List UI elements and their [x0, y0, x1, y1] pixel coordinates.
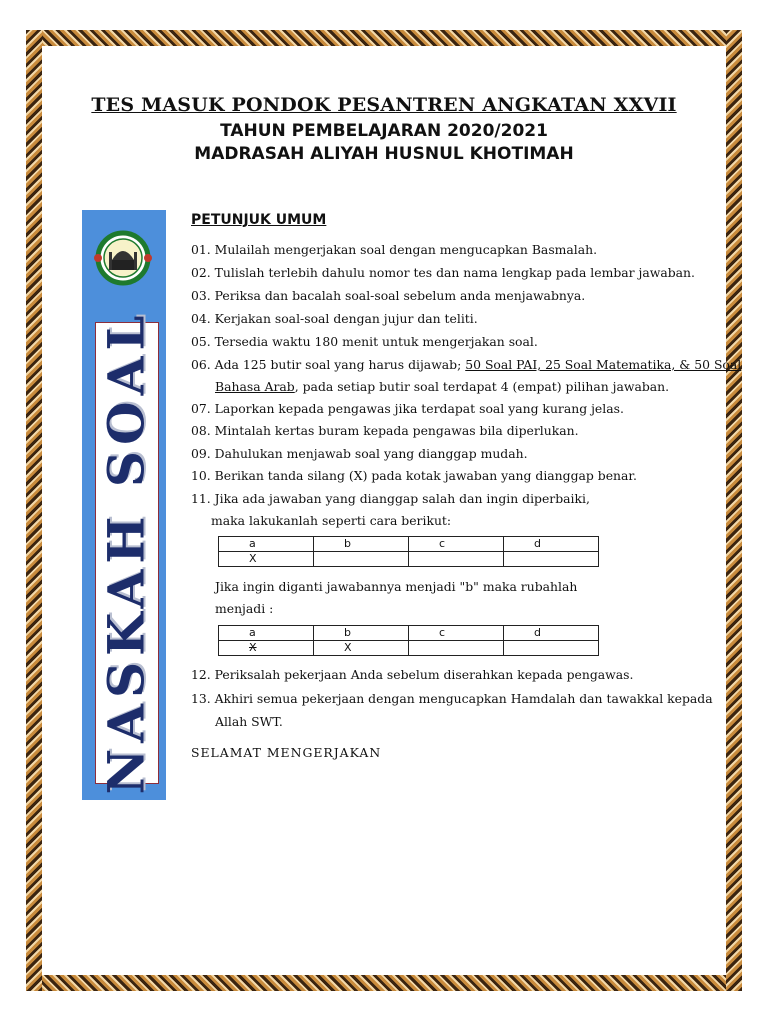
- answer-example-table-1: [218, 536, 599, 567]
- section-title: PETUNJUK UMUM: [191, 212, 327, 228]
- instruction-06: [191, 356, 741, 374]
- instruction-12: 12. Periksalah pekerjaan Anda sebelum diserahkan kepada pengawas.: [191, 667, 634, 682]
- instruction-06-prefix: 06. Ada 125 butir soal yang harus dijawab;: [191, 357, 466, 372]
- instruction-10: 10. Berikan tanda silang (X) pada kotak jawaban yang dianggap benar.: [191, 468, 637, 483]
- table-row: [219, 537, 599, 552]
- change-instruction-cont: menjadi :: [215, 601, 274, 616]
- table-cell-d: [504, 552, 599, 567]
- table-header-b: b: [314, 626, 409, 641]
- table-cell-c: [409, 641, 504, 656]
- instruction-11-cont: maka lakukanlah seperti cara berikut:: [211, 513, 452, 528]
- table-header-d: d: [504, 626, 599, 641]
- document-subtitle-school: MADRASAH ALIYAH HUSNUL KHOTIMAH: [194, 144, 574, 164]
- instruction-06-cont: [215, 378, 669, 396]
- instruction-08: 08. Mintalah kertas buram kepada pengawas bila diperlukan.: [191, 423, 579, 438]
- table-header-b: b: [314, 537, 409, 552]
- table-cell-a-crossed: X: [219, 641, 314, 656]
- instruction-03: 03. Periksa dan bacalah soal-soal sebelum anda menjawabnya.: [191, 288, 586, 303]
- instruction-04: 04. Kerjakan soal-soal dengan jujur dan teliti.: [191, 311, 478, 326]
- instruction-13: 13. Akhiri semua pekerjaan dengan mengucapkan Hamdalah dan tawakkal kepada: [191, 691, 713, 706]
- table-cell-b: [314, 552, 409, 567]
- table-header-c: c: [409, 537, 504, 552]
- table-cell-b: X: [314, 641, 409, 656]
- instruction-06-suffix: , pada setiap butir soal terdapat 4 (empat) pilihan jawaban.: [294, 379, 670, 394]
- table-row: [219, 626, 599, 641]
- decorative-border-right: [726, 30, 742, 991]
- instruction-13-cont: Allah SWT.: [215, 714, 283, 729]
- decorative-border-left: [26, 30, 42, 991]
- decorative-border-top: [26, 30, 742, 46]
- document-title: TES MASUK PONDOK PESANTREN ANGKATAN XXVII: [91, 94, 677, 116]
- instruction-01: 01. Mulailah mengerjakan soal dengan mengucapkan Basmalah.: [191, 242, 598, 257]
- answer-example-table-2: [218, 625, 599, 656]
- instruction-05: 05. Tersedia waktu 180 menit untuk mengerjakan soal.: [191, 334, 538, 349]
- table-header-c: c: [409, 626, 504, 641]
- school-logo-icon: [90, 230, 156, 286]
- table-cell-c: [409, 552, 504, 567]
- table-row: [219, 552, 599, 567]
- document-subtitle-year: TAHUN PEMBELAJARAN 2020/2021: [220, 121, 548, 141]
- table-header-a: a: [219, 537, 314, 552]
- change-instruction: Jika ingin diganti jawabannya menjadi "b" maka rubahlah: [215, 579, 578, 594]
- table-header-d: d: [504, 537, 599, 552]
- table-cell-d: [504, 641, 599, 656]
- instruction-06-subjects: 50 Soal PAI, 25 Soal Matematika, & 50 Soal: [465, 357, 742, 372]
- table-cell-a: X: [219, 552, 314, 567]
- table-row: [219, 641, 599, 656]
- instruction-06-arabic: Bahasa Arab: [215, 379, 295, 394]
- instruction-09: 09. Dahulukan menjawab soal yang dianggap mudah.: [191, 446, 528, 461]
- instruction-11: 11. Jika ada jawaban yang dianggap salah dan ingin diperbaiki,: [191, 491, 590, 506]
- decorative-border-bottom: [26, 975, 742, 991]
- naskah-soal-label: NASKAH SOAL: [96, 309, 156, 795]
- instruction-07: 07. Laporkan kepada pengawas jika terdapat soal yang kurang jelas.: [191, 401, 624, 416]
- closing-message: SELAMAT MENGERJAKAN: [191, 745, 382, 760]
- table-header-a: a: [219, 626, 314, 641]
- instruction-02: 02. Tulislah terlebih dahulu nomor tes dan nama lengkap pada lembar jawaban.: [191, 265, 695, 280]
